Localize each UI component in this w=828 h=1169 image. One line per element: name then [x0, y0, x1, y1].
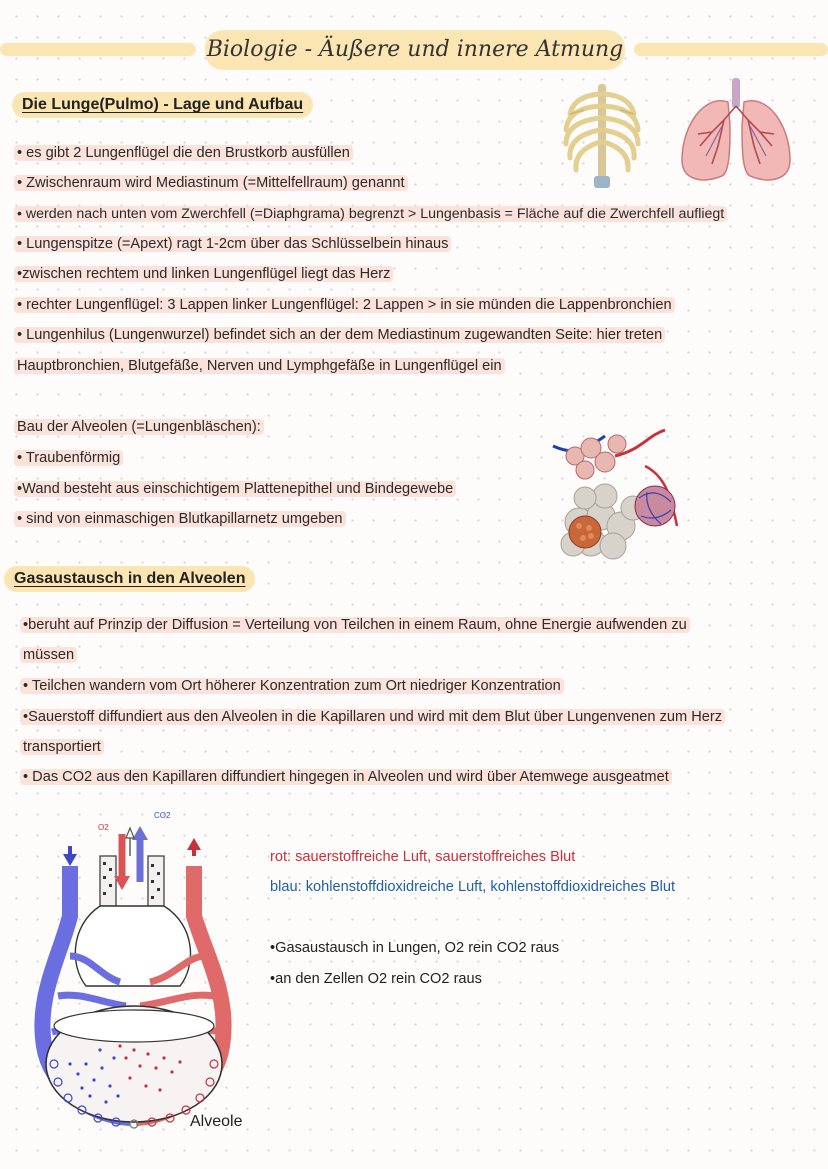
text-line: Hauptbronchien, Blutgefäße, Nerven und Lymphgefäße in Lungenflügel ein	[14, 355, 505, 377]
o2-label: O2	[98, 823, 109, 832]
text-line: • Teilchen wandern vom Ort höherer Konzentration zum Ort niedriger Konzentration	[20, 675, 564, 697]
text-line: • Lungenhilus (Lungenwurzel) befindet sich an der dem Mediastinum zugewandten Seite: hier treten	[14, 324, 665, 346]
alveoli-cluster-illustration	[545, 426, 690, 568]
legend-red: rot: sauerstoffreiche Luft, sauerstoffreiches Blut	[270, 849, 576, 865]
lungs-illustration	[676, 76, 796, 188]
text-line: • Lungenspitze (=Apext) ragt 1-2cm über das Schlüsselbein hinaus	[14, 233, 451, 255]
text-line: Bau der Alveolen (=Lungenbläschen):	[14, 416, 264, 438]
section-heading-gasaustausch: Gasaustausch in den Alveolen	[4, 566, 255, 592]
page-title: Biologie - Äußere und innere Atmung	[205, 30, 625, 70]
text-line: • es gibt 2 Lungenflügel die den Brustkorb ausfüllen	[14, 142, 353, 164]
text-line: • rechter Lungenflügel: 3 Lappen linker Lungenflügel: 2 Lappen > in sie münden die Lappenbronchien	[14, 294, 675, 316]
text-line: • Traubenförmig	[14, 447, 123, 469]
ribcage-illustration	[560, 80, 644, 190]
alveole-label: Alveole	[190, 1113, 243, 1130]
text-line: • werden nach unten vom Zwerchfell (=Diaphgrama) begrenzt > Lungenbasis = Fläche auf die Zwerchfell aufliegt	[14, 203, 727, 225]
title-bar-right	[634, 43, 828, 56]
text-line: • sind von einmaschigen Blutkapillarnetz umgeben	[14, 508, 346, 530]
text-line: •Wand besteht aus einschichtigem Plattenepithel und Bindegewebe	[14, 478, 456, 500]
text-line: • Das CO2 aus den Kapillaren diffundiert hingegen in Alveolen und wird über Atemwege ausgeatmet	[20, 766, 672, 788]
section-heading-lunge: Die Lunge(Pulmo) - Lage und Aufbau	[12, 92, 313, 118]
note-line: •Gasaustausch in Lungen, O2 rein CO2 raus	[270, 940, 560, 956]
legend-blue: blau: kohlenstoffdioxidreiche Luft, kohlenstoffdioxidreiches Blut	[270, 879, 676, 895]
text-line: •beruht auf Prinzip der Diffusion = Verteilung von Teilchen in einem Raum, ohne Energie aufwenden zu	[20, 614, 690, 636]
gas-exchange-diagram	[30, 806, 250, 1136]
text-line: transportiert	[20, 736, 104, 758]
co2-label: CO2	[154, 811, 171, 820]
text-line: •Sauerstoff diffundiert aus den Alveolen in die Kapillaren und wird mit dem Blut über Lungenvenen zum Herz	[20, 706, 725, 728]
text-line: • Zwischenraum wird Mediastinum (=Mittelfellraum) genannt	[14, 172, 408, 194]
title-bar-left	[0, 43, 196, 56]
text-line: müssen	[20, 644, 77, 666]
note-line: •an den Zellen O2 rein CO2 raus	[270, 971, 482, 987]
text-line: •zwischen rechtem und linken Lungenflügel liegt das Herz	[14, 263, 393, 285]
